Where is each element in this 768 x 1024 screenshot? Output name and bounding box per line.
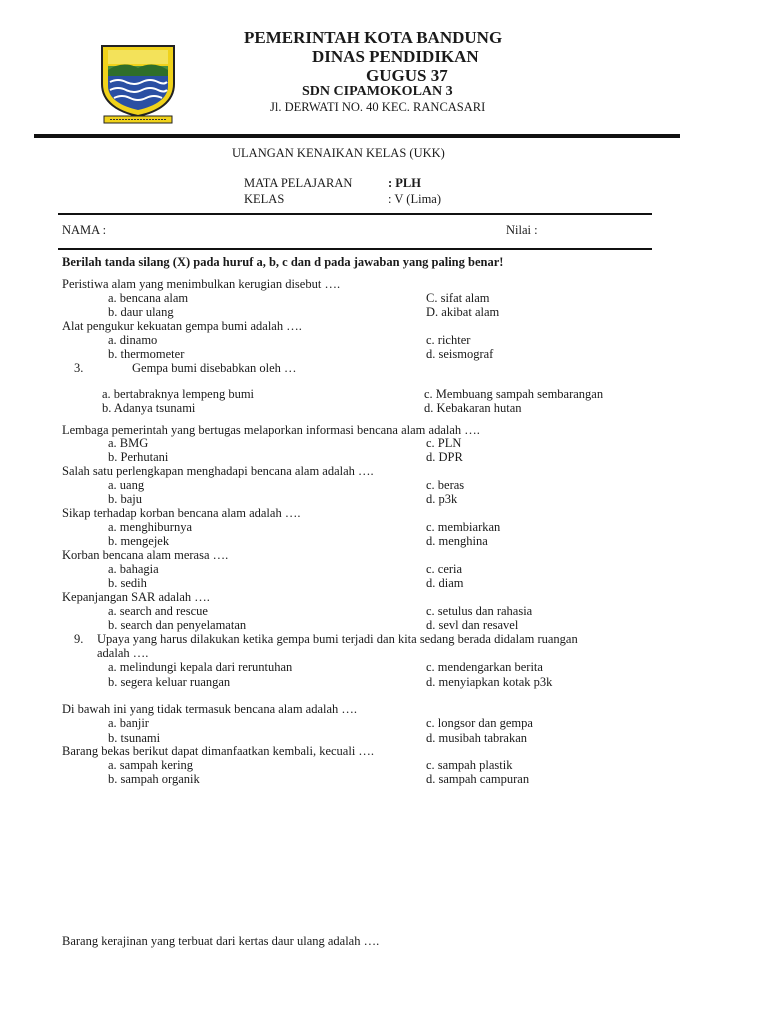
question-6-option-c[interactable]: c. membiarkan xyxy=(426,520,501,534)
question-2-option-b[interactable]: b. thermometer xyxy=(108,347,185,361)
question-12-text: Barang kerajinan yang terbuat dari kertas daur ulang adalah …. xyxy=(62,934,380,948)
question-10-option-c[interactable]: c. longsor dan gempa xyxy=(426,716,533,730)
class-label: KELAS xyxy=(244,192,285,206)
question-2-option-d[interactable]: d. seismograf xyxy=(426,347,494,361)
header-cluster: GUGUS 37 xyxy=(366,66,448,85)
question-9-text: Upaya yang harus dilakukan ketika gempa bumi terjadi dan kita sedang berada didalam ruangan xyxy=(97,632,578,646)
question-1-option-d[interactable]: D. akibat alam xyxy=(426,305,500,319)
question-1-option-a[interactable]: a. bencana alam xyxy=(108,291,189,305)
question-5-option-b[interactable]: b. baju xyxy=(108,492,143,506)
question-4-option-d[interactable]: d. DPR xyxy=(426,450,463,464)
name-field-label: NAMA : xyxy=(62,223,107,237)
school-address: Jl. DERWATI NO. 40 KEC. RANCASARI xyxy=(270,100,486,114)
question-7-option-c[interactable]: c. ceria xyxy=(426,562,463,576)
question-3-text: Gempa bumi disebabkan oleh … xyxy=(132,361,297,375)
question-3-number: 3. xyxy=(74,361,84,375)
question-6-option-d[interactable]: d. menghina xyxy=(426,534,488,548)
question-7-option-a[interactable]: a. bahagia xyxy=(108,562,159,576)
question-9-text-continued: adalah …. xyxy=(97,646,149,660)
question-4-option-a[interactable]: a. BMG xyxy=(108,436,149,450)
question-10-text: Di bawah ini yang tidak termasuk bencana alam adalah …. xyxy=(62,702,358,716)
header-department: DINAS PENDIDIKAN xyxy=(312,47,479,66)
question-3-option-b[interactable]: b. Adanya tsunami xyxy=(102,401,196,415)
question-7-text: Korban bencana alam merasa …. xyxy=(62,548,229,562)
header-divider xyxy=(34,134,680,138)
question-6-option-a[interactable]: a. menghiburnya xyxy=(108,520,193,534)
question-8-text: Kepanjangan SAR adalah …. xyxy=(62,590,210,604)
info-divider-top xyxy=(58,213,652,215)
question-9-option-a[interactable]: a. melindungi kepala dari reruntuhan xyxy=(108,660,293,674)
question-5-option-a[interactable]: a. uang xyxy=(108,478,145,492)
question-8-option-d[interactable]: d. sevl dan resavel xyxy=(426,618,519,632)
question-4-text: Lembaga pemerintah yang bertugas melaporkan informasi bencana alam adalah …. xyxy=(62,423,480,437)
question-5-text: Salah satu perlengkapan menghadapi bencana alam adalah …. xyxy=(62,464,374,478)
exam-title: ULANGAN KENAIKAN KELAS (UKK) xyxy=(232,146,445,160)
question-8-option-c[interactable]: c. setulus dan rahasia xyxy=(426,604,533,618)
city-logo xyxy=(88,40,188,129)
question-11-option-c[interactable]: c. sampah plastik xyxy=(426,758,513,772)
question-11-text: Barang bekas berikut dapat dimanfaatkan kembali, kecuali …. xyxy=(62,744,375,758)
question-3-option-c[interactable]: c. Membuang sampah sembarangan xyxy=(424,387,604,401)
header-government: PEMERINTAH KOTA BANDUNG xyxy=(244,28,503,47)
school-name: SDN CIPAMOKOLAN 3 xyxy=(302,84,453,99)
question-4-option-b[interactable]: b. Perhutani xyxy=(108,450,169,464)
subject-label: MATA PELAJARAN xyxy=(244,176,353,190)
question-10-option-d[interactable]: d. musibah tabrakan xyxy=(426,731,528,745)
question-8-option-b[interactable]: b. search dan penyelamatan xyxy=(108,618,247,632)
question-3-option-d[interactable]: d. Kebakaran hutan xyxy=(424,401,522,415)
question-1-option-c[interactable]: C. sifat alam xyxy=(426,291,490,305)
question-7-option-d[interactable]: d. diam xyxy=(426,576,464,590)
question-2-option-c[interactable]: c. richter xyxy=(426,333,471,347)
question-9-option-d[interactable]: d. menyiapkan kotak p3k xyxy=(426,675,553,689)
question-6-option-b[interactable]: b. mengejek xyxy=(108,534,170,548)
question-6-text: Sikap terhadap korban bencana alam adalah …. xyxy=(62,506,301,520)
question-11-option-d[interactable]: d. sampah campuran xyxy=(426,772,530,786)
question-7-option-b[interactable]: b. sedih xyxy=(108,576,147,590)
question-9-option-c[interactable]: c. mendengarkan berita xyxy=(426,660,543,674)
question-3-option-a[interactable]: a. bertabraknya lempeng bumi xyxy=(102,387,255,401)
question-9-option-b[interactable]: b. segera keluar ruangan xyxy=(108,675,231,689)
question-5-option-c[interactable]: c. beras xyxy=(426,478,465,492)
question-2-option-a[interactable]: a. dinamo xyxy=(108,333,158,347)
question-4-option-c[interactable]: c. PLN xyxy=(426,436,462,450)
subject-value: : PLH xyxy=(388,176,421,190)
question-10-option-b[interactable]: b. tsunami xyxy=(108,731,161,745)
question-9-number: 9. xyxy=(74,632,84,646)
score-field-label: Nilai : xyxy=(506,223,538,237)
class-value: : V (Lima) xyxy=(388,192,442,206)
question-11-option-a[interactable]: a. sampah kering xyxy=(108,758,194,772)
question-5-option-d[interactable]: d. p3k xyxy=(426,492,458,506)
info-divider-bottom xyxy=(58,248,652,250)
instruction-text: Berilah tanda silang (X) pada huruf a, b, c dan d pada jawaban yang paling benar! xyxy=(62,255,504,269)
question-11-option-b[interactable]: b. sampah organik xyxy=(108,772,200,786)
question-1-text: Peristiwa alam yang menimbulkan kerugian disebut …. xyxy=(62,277,341,291)
question-10-option-a[interactable]: a. banjir xyxy=(108,716,149,730)
question-1-option-b[interactable]: b. daur ulang xyxy=(108,305,174,319)
question-8-option-a[interactable]: a. search and rescue xyxy=(108,604,208,618)
question-2-text: Alat pengukur kekuatan gempa bumi adalah …. xyxy=(62,319,302,333)
